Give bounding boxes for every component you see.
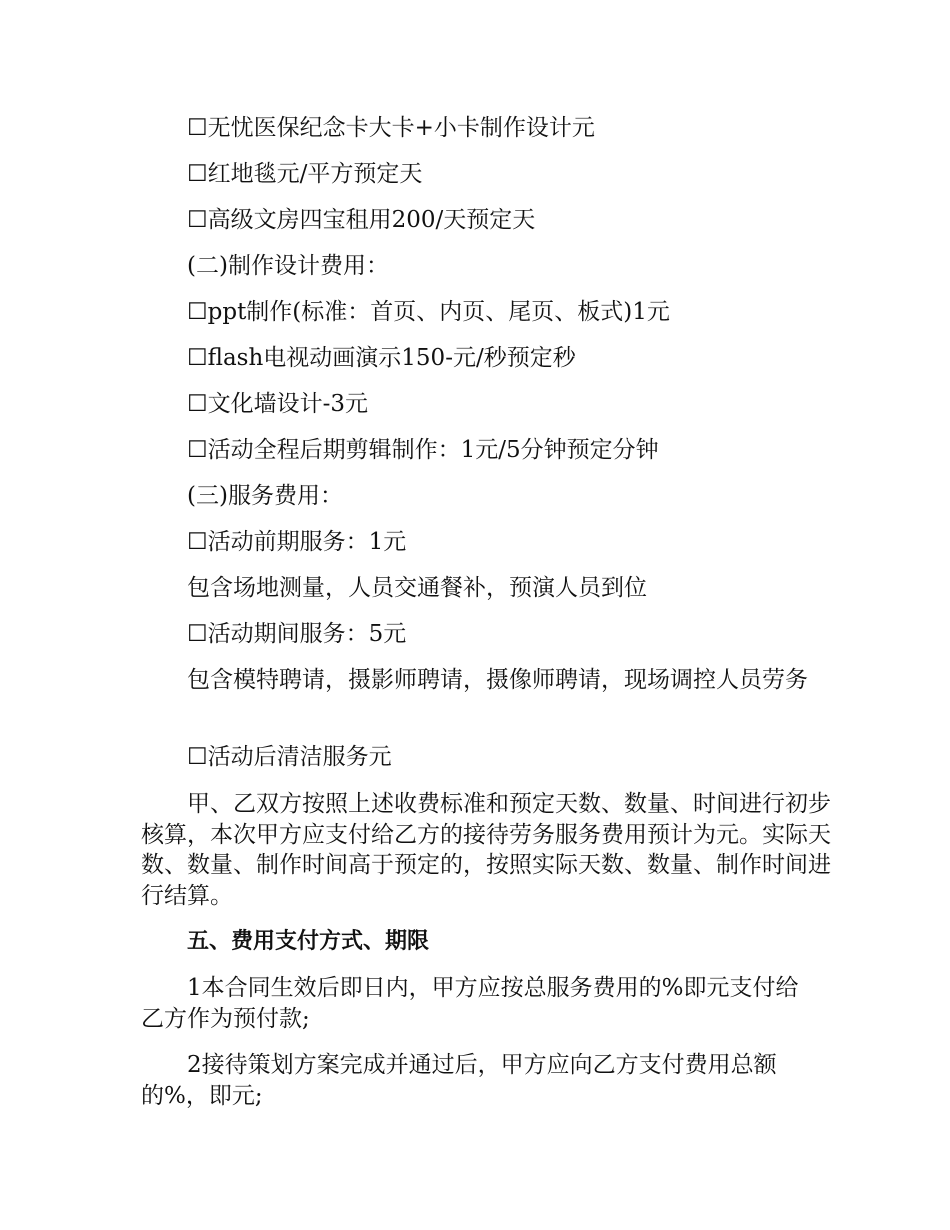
item-stationery-rental: ☐高级文房四宝租用200/天预定天	[187, 207, 536, 233]
item-cleaning-service: ☐活动后清洁服务元	[187, 744, 392, 770]
payment-clause-1: 1本合同生效后即日内，甲方应按总服务费用的%即元支付给乙方作为预付款;	[141, 975, 799, 1032]
section-service-fees: (三)服务费用：	[187, 483, 343, 509]
settlement-paragraph: 甲、乙双方按照上述收费标准和预定天数、数量、时间进行初步核算，本次甲方应支付给乙方的接待劳务服务费用预计为元。实际天数、数量、制作时间高于预定的，按照实际天数、数量、制作时间进行结算。	[141, 791, 831, 909]
item-flash-animation: ☐flash电视动画演示150-元/秒预定秒	[187, 345, 576, 371]
item-ppt-production: ☐ppt制作(标准：首页、内页、尾页、板式)1元	[187, 299, 670, 325]
item-event-service: ☐活动期间服务：5元	[187, 621, 407, 647]
section-design-fees: (二)制作设计费用：	[187, 253, 389, 279]
item-pre-event-service: ☐活动前期服务：1元	[187, 529, 407, 555]
item-post-editing: ☐活动全程后期剪辑制作：1元/5分钟预定分钟	[187, 437, 659, 463]
payment-clause-2: 2接待策划方案完成并通过后，甲方应向乙方支付费用总额的%，即元;	[141, 1052, 777, 1109]
item-commemorative-card: ☐无忧医保纪念卡大卡+小卡制作设计元	[187, 115, 595, 141]
section-heading-payment: 五、费用支付方式、期限	[187, 929, 430, 954]
event-service-details: 包含模特聘请，摄影师聘请，摄像师聘请，现场调控人员劳务	[187, 667, 808, 693]
item-culture-wall: ☐文化墙设计-3元	[187, 391, 369, 417]
pre-event-service-details: 包含场地测量，人员交通餐补，预演人员到位	[187, 575, 647, 601]
item-red-carpet: ☐红地毯元/平方预定天	[187, 161, 423, 187]
